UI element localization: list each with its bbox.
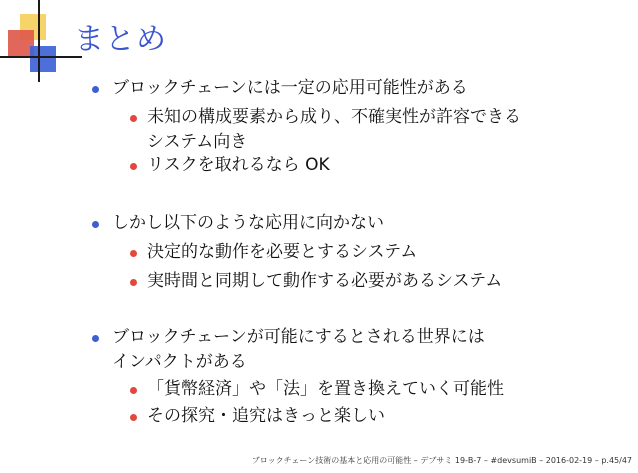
sub-bullet-icon: [130, 115, 137, 122]
slide-title: まとめ: [74, 22, 167, 57]
sub-point-3-1: 「貨幣経済」や「法」を置き換えていく可能性: [147, 379, 504, 399]
sub-bullet-icon: [130, 279, 137, 286]
logo-square-blue: [30, 46, 56, 72]
bullet-icon: [92, 221, 99, 228]
logo-vertical-line: [38, 0, 40, 82]
main-point-3-line-2: インパクトがある: [112, 352, 247, 372]
bullet-icon: [92, 335, 99, 342]
sub-bullet-icon: [130, 387, 137, 394]
slide-footer: ブロックチェーン技術の基本と応用の可能性 – デブサミ 19-B-7 – #devsumiB – 2016-02-19 – p.45/47: [251, 456, 632, 465]
sub-point-3-2: その探究・追究はきっと楽しい: [147, 406, 385, 426]
main-point-3-line-1: ブロックチェーンが可能にするとされる世界には: [112, 327, 485, 347]
sub-point-1-2: リスクを取れるなら OK: [147, 155, 330, 175]
sub-bullet-icon: [130, 163, 137, 170]
sub-point-2-1: 決定的な動作を必要とするシステム: [147, 242, 418, 262]
sub-point-2-2: 実時間と同期して動作する必要があるシステム: [147, 271, 503, 291]
sub-point-1-1-line-2: システム向き: [147, 132, 248, 152]
logo-horizontal-line: [0, 56, 82, 58]
sub-bullet-icon: [130, 250, 137, 257]
sub-bullet-icon: [130, 414, 137, 421]
main-point-2: しかし以下のような応用に向かない: [112, 213, 384, 233]
bullet-icon: [92, 86, 99, 93]
slide-logo: [0, 0, 80, 80]
sub-point-1-1-line-1: 未知の構成要素から成り、不確実性が許容できる: [147, 107, 521, 127]
main-point-1-line-1: ブロックチェーンには一定の応用可能性がある: [112, 78, 468, 98]
